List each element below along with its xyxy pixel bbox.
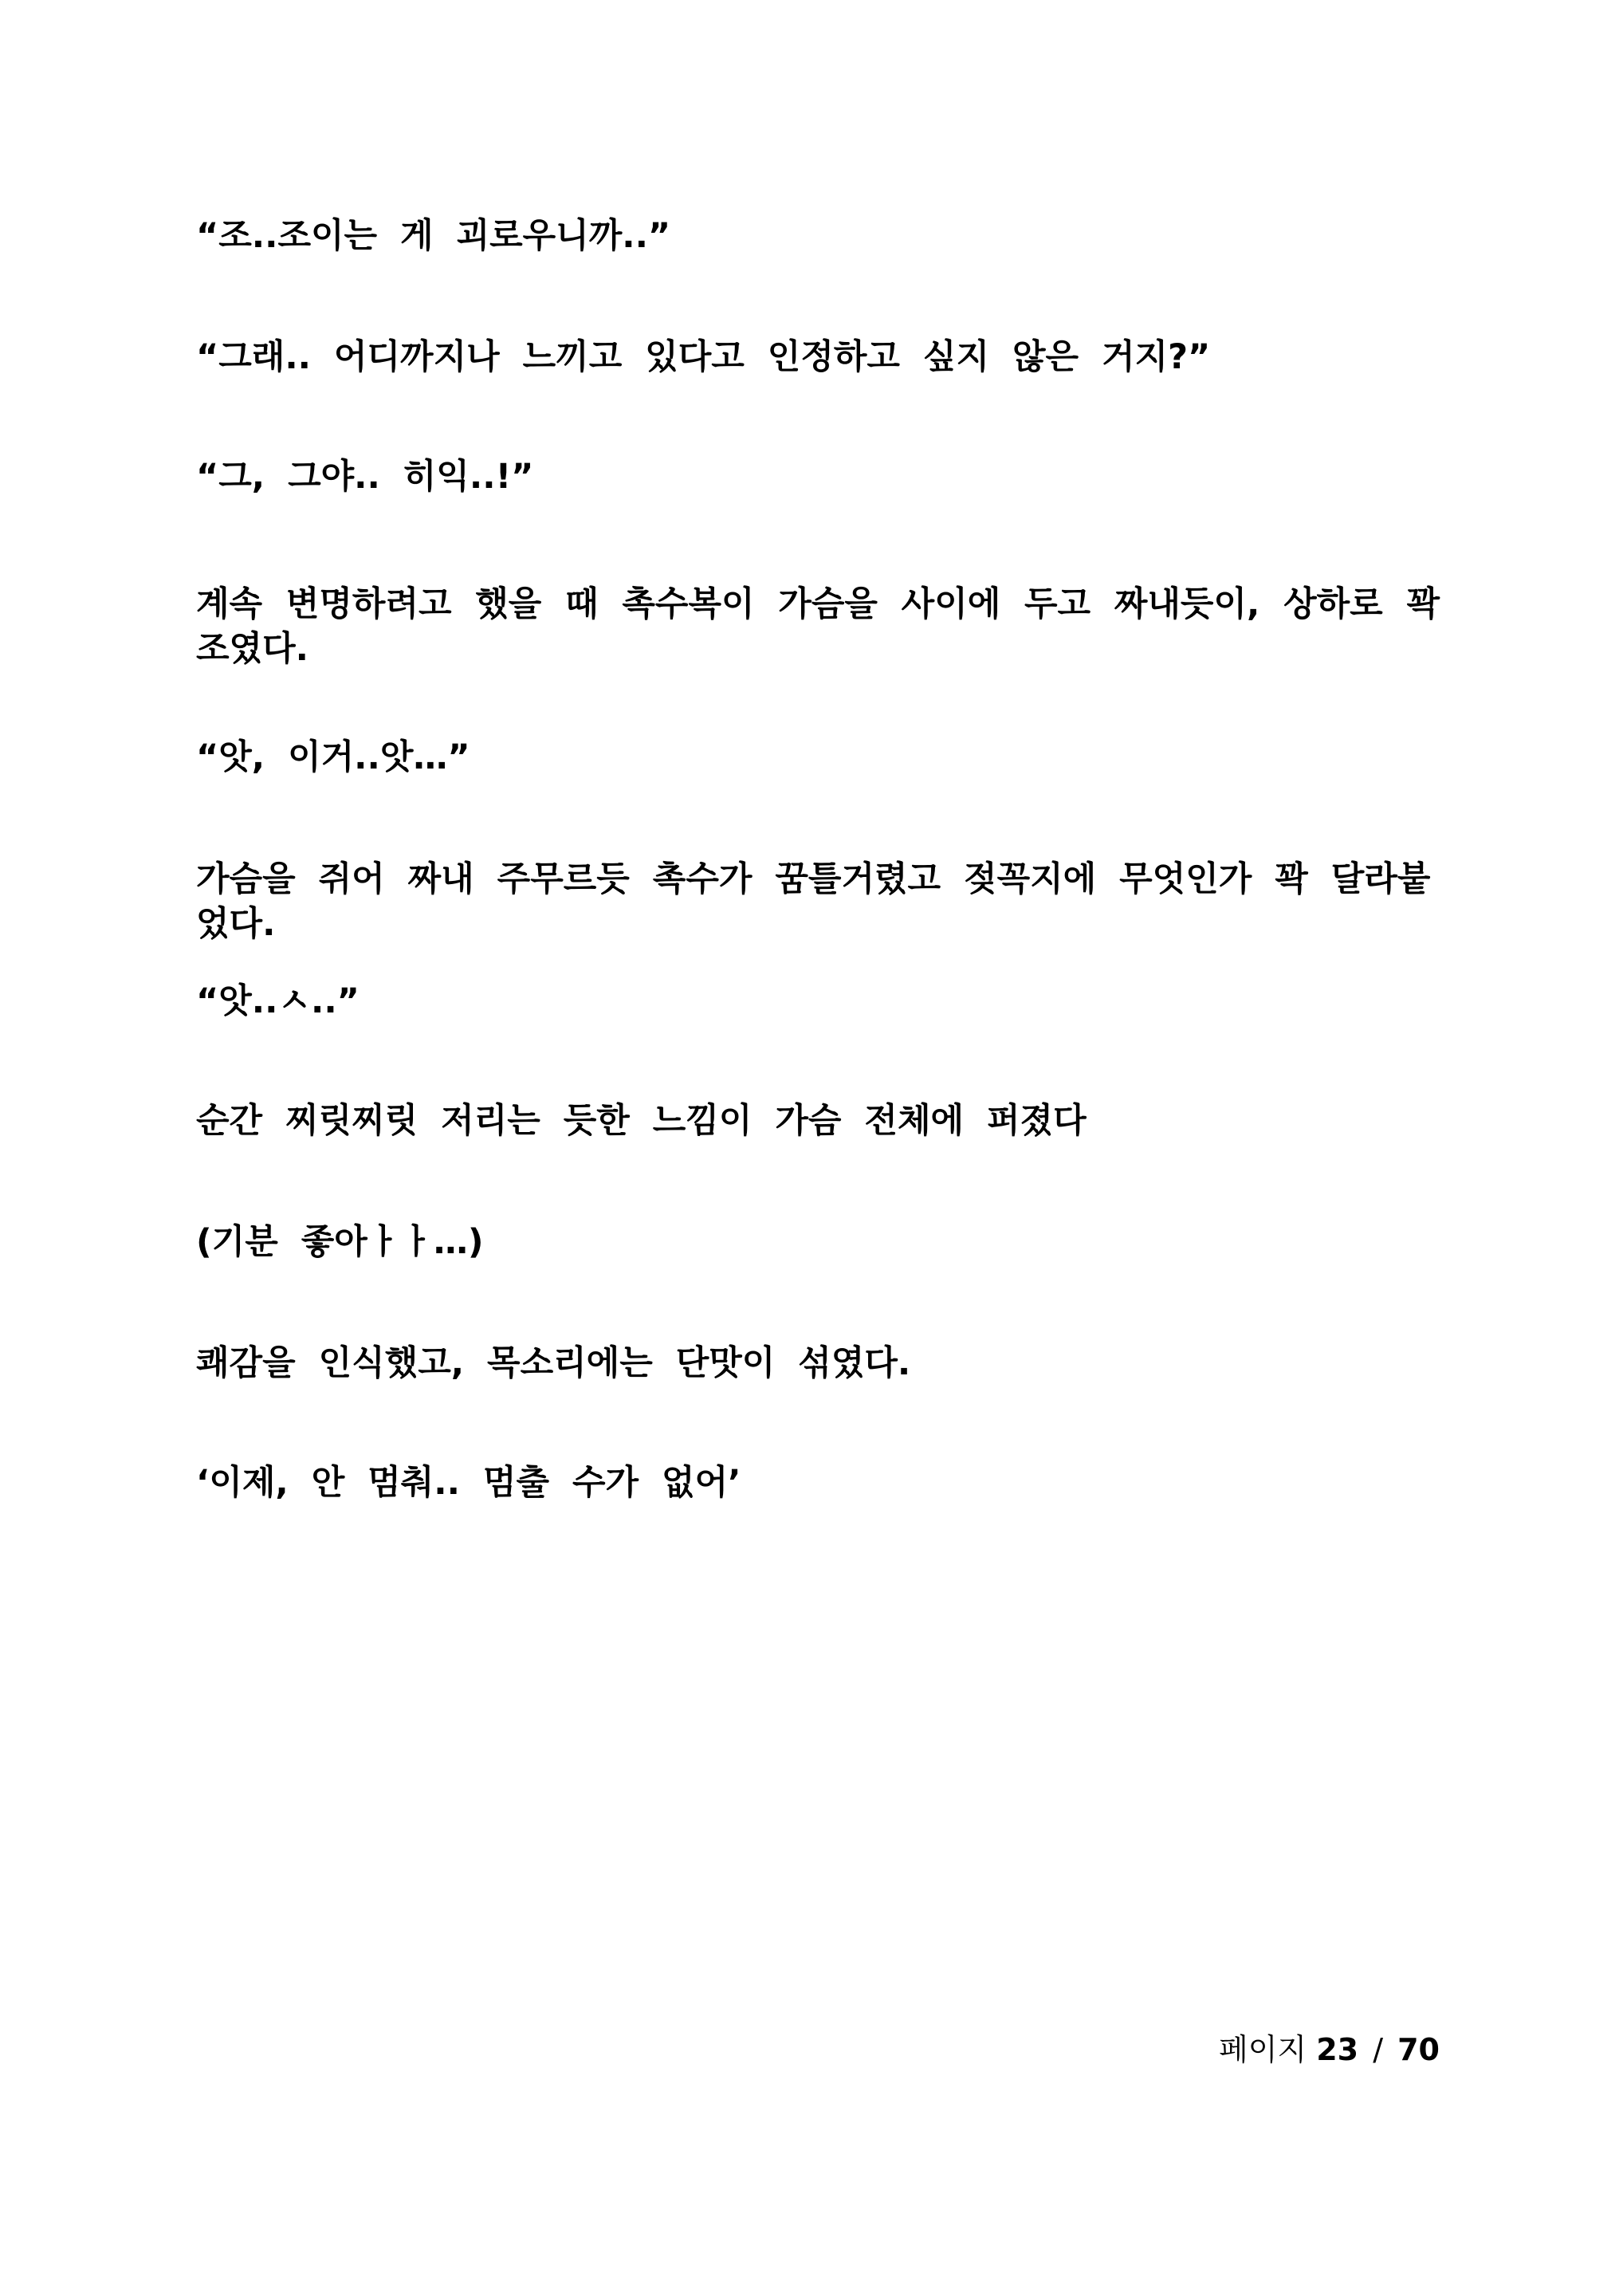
current-page-number: 23 (1316, 2032, 1359, 2067)
paragraph-1: “조..조이는 게 괴로우니까..” (196, 216, 671, 256)
paragraph-11: ‘이제, 안 멈춰.. 멈출 수가 없어’ (196, 1463, 741, 1503)
paragraph-8: 순간 찌릿찌릿 저리는 듯한 느낌이 가슴 전체에 퍼졌다 (196, 1101, 1087, 1141)
paragraph-7: “앗..ㅅ..” (196, 981, 360, 1021)
total-page-count: 70 (1397, 2032, 1440, 2067)
paragraph-2: “그래.. 어디까지나 느끼고 있다고 인정하고 싶지 않은 거지?” (196, 337, 1211, 377)
paragraph-10: 쾌감을 인식했고, 목소리에는 단맛이 섞였다. (196, 1343, 911, 1383)
paragraph-9: (기분 좋아ㅏㅏ…) (196, 1222, 484, 1262)
page-number-footer (1219, 2025, 1440, 2069)
paragraph-4: 계속 변명하려고 했을 때 촉수복이 가슴을 사이에 두고 짜내듯이, 상하로 꽉 조였다. (196, 584, 1440, 669)
page-separator: / (1373, 2032, 1384, 2067)
paragraph-3: “그, 그야.. 히익..!” (196, 457, 534, 497)
paragraph-5: “앗, 이거..앗…” (196, 737, 470, 777)
paragraph-6: 가슴을 쥐어 짜내 주무르듯 촉수가 꿈틀거렸고 젖꼭지에 무엇인가 꽉 달라붙었다. (196, 859, 1431, 944)
page-label: 페이지 (1219, 2032, 1307, 2067)
